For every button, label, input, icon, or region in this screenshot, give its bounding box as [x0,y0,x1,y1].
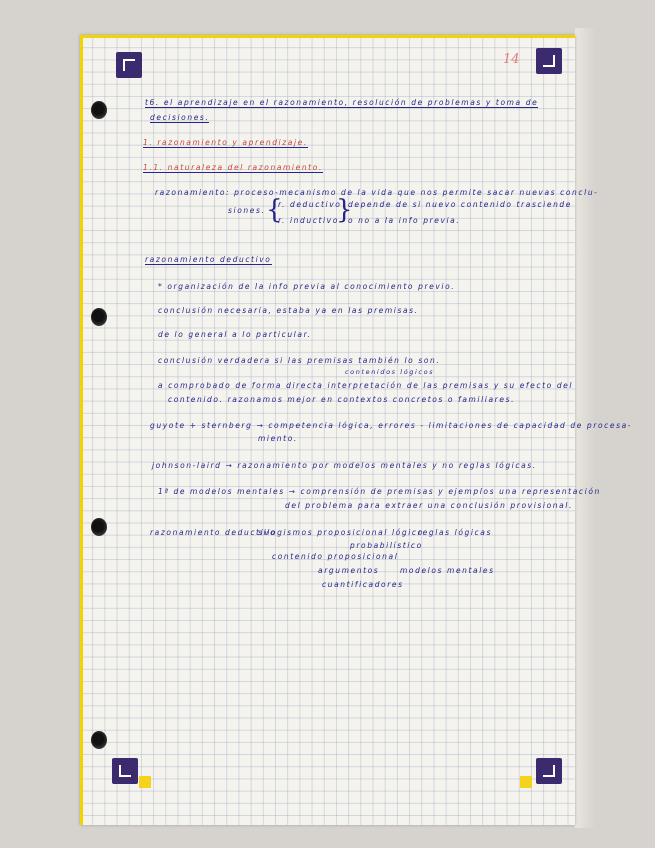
notebook-page [80,35,575,825]
binder-hole [91,518,107,536]
binder-hole [91,731,107,749]
note-line: reglas lógicas [418,528,492,537]
note-line: del problema para extraer una conclusión provisional. [285,501,573,510]
note-line: modelos mentales [400,566,495,575]
top-margin-stripe [80,35,575,38]
note-line: a comprobado de forma directa interpretación de las premisas y su efecto del [158,381,574,390]
corner-logo-icon [116,52,142,78]
definition-line: siones. [228,206,266,215]
left-margin-stripe [80,35,83,825]
corner-logo-icon [536,758,562,784]
note-line: contenido proposicional [272,552,399,561]
subheading: razonamiento deductivo [145,255,272,264]
corner-logo-icon [112,758,138,784]
brace-right: } [336,195,353,225]
note-line: conclusión necesaria, estaba ya en las premisas. [158,306,419,315]
definition-line: o no a la info previa. [348,216,461,225]
note-line: * organización de la info previa al conocimiento previo. [158,282,456,291]
note-line: guyote + sternberg → competencia lógica, errores - limitaciones de capacidad de procesa- [150,421,633,430]
note-line: argumentos [318,566,380,575]
note-line: johnson-laird → razonamiento por modelos mentales y no reglas lógicas. [152,461,537,470]
note-line: razonamiento deductivo [150,528,277,537]
heading-title-cont: decisiones. [150,113,210,122]
definition-line: depende de si nuevo contenido trasciende [348,200,572,209]
note-line: 1ª de modelos mentales → comprensión de premisas y ejemplos una representación [158,487,601,496]
note-line: de lo general a lo particular. [158,330,312,339]
note-line: miento. [258,434,298,443]
note-line: silogismos proposicional lógico [258,528,424,537]
definition-line: r. deductivo [278,200,342,209]
heading-title: t6. el aprendizaje en el razonamiento, resolución de problemas y toma de [145,98,539,107]
subsection-heading: 1.1. naturaleza del razonamiento. [143,163,323,172]
section-heading: 1. razonamiento y aprendizaje. [143,138,308,147]
yellow-marker [139,776,151,788]
note-annotation: contenidos lógicos [345,368,435,376]
note-line: contenido. razonamos mejor en contextos concretos o familiares. [168,395,516,404]
binder-hole [91,101,107,119]
note-line: cuantificadores [322,580,404,589]
brace-left: { [266,195,283,225]
page-number: 14 [503,52,520,67]
definition-line: r. inductivo [278,216,339,225]
yellow-marker [520,776,532,788]
binder-hole [91,308,107,326]
note-line: conclusión verdadera si las premisas también lo son. [158,356,441,365]
corner-logo-icon [536,48,562,74]
note-line: probabilístico [350,541,423,550]
definition-line: razonamiento: proceso-mecanismo de la vida que nos permite sacar nuevas conclu- [155,188,599,197]
